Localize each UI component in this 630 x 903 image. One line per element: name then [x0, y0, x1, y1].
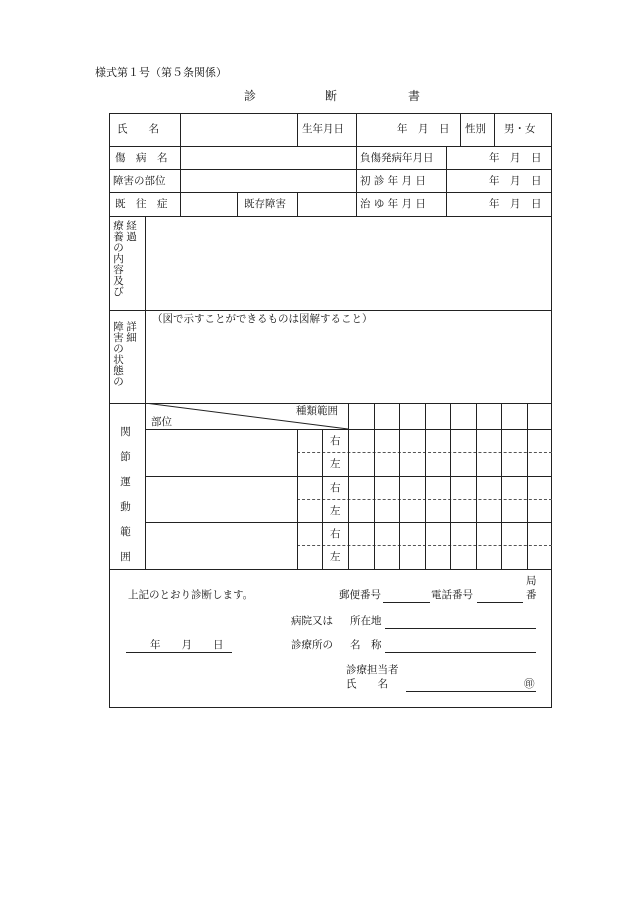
rom-v-lr-right: [322, 429, 323, 569]
v-r1-b: [297, 113, 298, 146]
rom-v-col-6: [501, 403, 502, 569]
facility-name-label: 名 称: [350, 639, 382, 651]
injury-date-label: 負傷発病年月日: [360, 152, 434, 164]
doctor-name-underline: [406, 691, 536, 692]
injury-date[interactable]: 年 月 日: [489, 152, 542, 164]
cure-date[interactable]: 年 月 日: [489, 198, 542, 210]
detail-note: （図で示すことができるものは図解すること）: [152, 313, 373, 325]
rom-left-2: 左: [330, 505, 341, 517]
postal-underline: [383, 602, 430, 603]
address-underline: [385, 628, 536, 629]
rom-header-left: 部位: [151, 416, 172, 428]
course-label-col1: 経過: [126, 220, 137, 243]
rom-right-2: 右: [330, 482, 341, 494]
existing-field[interactable]: [298, 193, 355, 215]
title-char-3: 書: [408, 89, 421, 103]
rom-part-field-1[interactable]: [146, 430, 296, 475]
rom-bottom: [109, 569, 552, 570]
sex-value[interactable]: 男・女: [504, 123, 536, 135]
rom-header-right: 種類範囲: [296, 405, 338, 417]
course-bottom: [109, 310, 552, 311]
rom-right-1: 右: [330, 435, 341, 447]
name-field[interactable]: [181, 114, 296, 145]
rom-v-col-7: [527, 403, 528, 569]
rom-left-1: 左: [330, 458, 341, 470]
first-visit-date[interactable]: 年 月 日: [489, 175, 542, 187]
injury-field[interactable]: [181, 147, 355, 168]
facility-name-underline: [385, 652, 536, 653]
form-number: 様式第１号（第５条関係）: [95, 66, 227, 79]
address-label: 所在地: [350, 615, 382, 627]
rom-v-col-5: [476, 403, 477, 569]
existing-label: 既存障害: [244, 198, 286, 210]
sign-date[interactable]: 年 月 日: [150, 639, 224, 651]
history-label: 既 往 症: [115, 198, 168, 210]
birth-date[interactable]: 年 月 日: [397, 123, 450, 135]
disability-part-field[interactable]: [181, 170, 355, 191]
name-label: 氏 名: [117, 123, 159, 135]
postal-label: 郵便番号: [339, 589, 381, 601]
rom-part-field-2[interactable]: [146, 477, 296, 521]
rom-v-col-2: [399, 403, 400, 569]
detail-label-col1: 詳細: [126, 321, 137, 344]
doctor-label: 診療担当者: [346, 664, 399, 676]
rom-v-col-1: [374, 403, 375, 569]
course-field[interactable]: [146, 217, 551, 309]
phone-underline: [477, 602, 523, 603]
v-r1-e: [494, 113, 495, 146]
ban-label: 番: [526, 589, 537, 601]
birth-label: 生年月日: [302, 123, 344, 135]
course-label-col2: 療養の内容及び: [113, 220, 124, 298]
sign-date-underline: [126, 652, 232, 653]
v-r1-c: [356, 113, 357, 216]
hospital-label: 病院又は: [291, 615, 333, 627]
rom-v-col-4: [450, 403, 451, 569]
rom-part-field-3[interactable]: [146, 523, 296, 568]
clinic-label: 診療所の: [291, 639, 333, 651]
rom-side-label: 関節運動範囲: [120, 426, 131, 563]
disability-part-label: 障害の部位: [113, 175, 166, 187]
detail-label-col2: 障害の状態の: [113, 321, 124, 388]
rom-v-col-3: [425, 403, 426, 569]
title-char-1: 診: [244, 89, 257, 103]
v-r4-a: [237, 192, 238, 216]
sex-label: 性別: [465, 123, 486, 135]
kyoku-label: 局: [526, 575, 537, 587]
history-field[interactable]: [181, 193, 236, 215]
rom-right-3: 右: [330, 528, 341, 540]
phone-label: 電話番号: [431, 589, 473, 601]
seal-mark: ㊞: [524, 678, 535, 690]
rom-left-3: 左: [330, 551, 341, 563]
doctor-name-label: 氏 名: [346, 678, 388, 690]
injury-label: 傷 病 名: [115, 152, 168, 164]
title-char-2: 断: [325, 89, 338, 103]
first-visit-label: 初 診 年 月 日: [360, 175, 426, 187]
rom-v-col-0: [348, 403, 349, 569]
statement: 上記のとおり診断します。: [128, 589, 254, 601]
v-r1-d: [460, 113, 461, 146]
v-r2-a: [446, 146, 447, 216]
rom-v-lr-left: [297, 429, 298, 569]
detail-field[interactable]: [146, 330, 551, 402]
cure-label: 治 ゆ 年 月 日: [360, 198, 426, 210]
